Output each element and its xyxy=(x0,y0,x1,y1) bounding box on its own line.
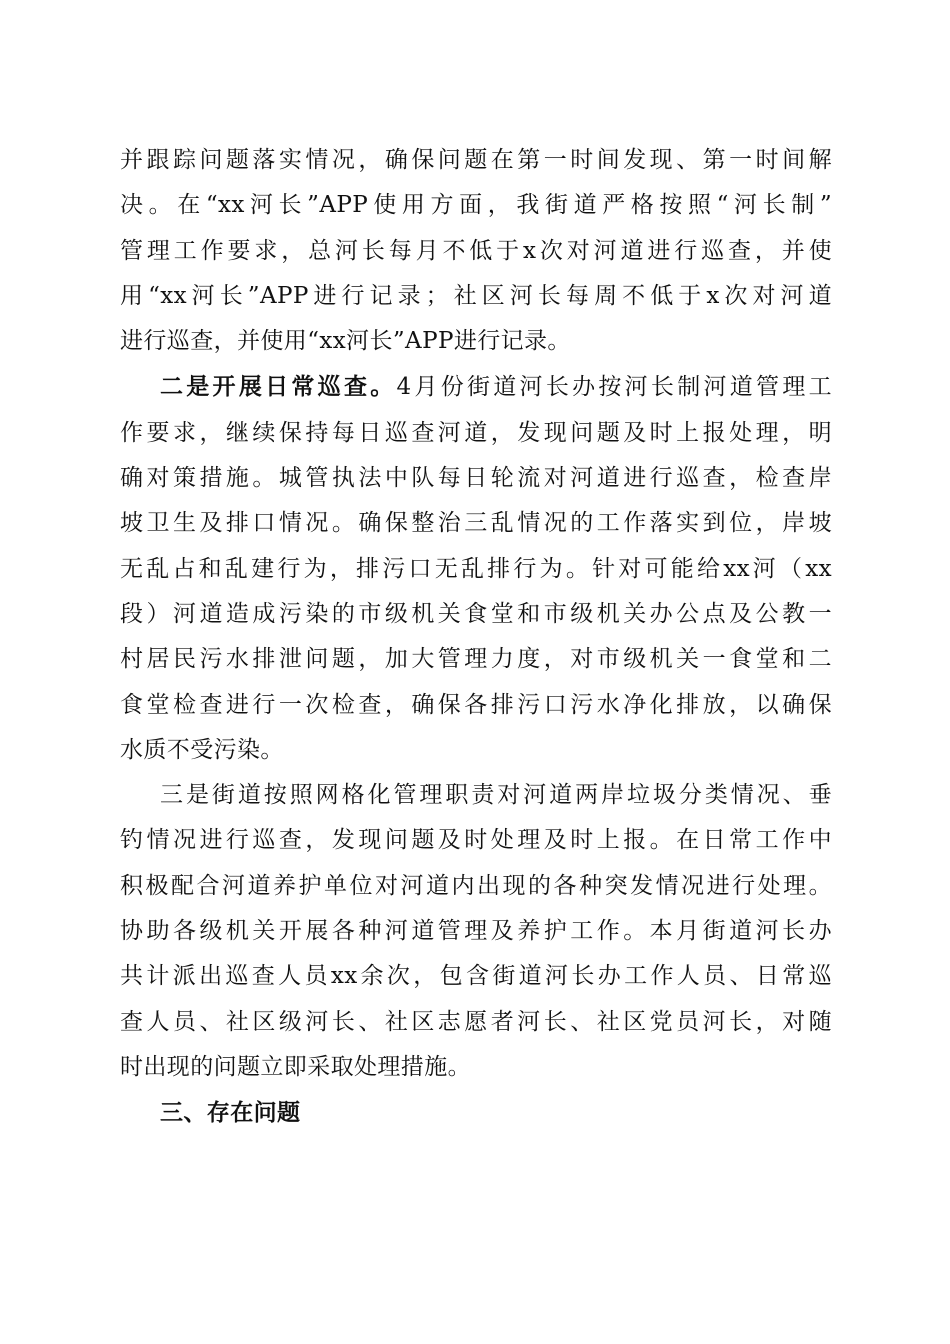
text-line: 食堂检查进行一次检查，确保各排污口污水净化排放，以确保 xyxy=(120,691,832,718)
text-line: 坡卫生及排口情况。确保整治三乱情况的工作落实到位，岸坡 xyxy=(120,510,832,537)
section-heading: 三、存在问题 xyxy=(160,1099,301,1127)
text-line xyxy=(120,364,832,410)
text-line: 三是街道按照网格化管理职责对河道两岸垃圾分类情况、垂 xyxy=(160,782,832,809)
text-line: 决。在“xx河长”APP使用方面，我街道严格按照“河长制” xyxy=(120,192,832,219)
text-line: 作要求，继续保持每日巡查河道，发现问题及时上报处理，明 xyxy=(120,419,832,446)
text-line: 村居民污水排泄问题，加大管理力度，对市级机关一食堂和二 xyxy=(120,646,832,673)
text-line: 无乱占和乱建行为，排污口无乱排行为。针对可能给xx河（xx xyxy=(120,555,832,582)
text-line: 积极配合河道养护单位对河道内出现的各种突发情况进行处理。 xyxy=(120,872,832,899)
text-line: 协助各级机关开展各种河道管理及养护工作。本月街道河长办 xyxy=(120,918,832,945)
text-line: 并跟踪问题落实情况，确保问题在第一时间发现、第一时间解 xyxy=(120,147,832,173)
paragraph-lead-bold: 二是开展日常巡查。 xyxy=(160,373,397,401)
text-line: 段）河道造成污染的市级机关食堂和市级机关办公点及公教一 xyxy=(120,600,832,627)
paragraph-2 xyxy=(120,364,832,773)
text-line: 确对策措施。城管执法中队每日轮流对河道进行巡查，检查岸 xyxy=(120,465,832,492)
text-line: 钓情况进行巡查，发现问题及时处理及时上报。在日常工作中 xyxy=(120,827,832,854)
paragraph-3 xyxy=(120,773,832,1090)
text-line: 水质不受污染。 xyxy=(120,736,284,763)
text-line: 共计派出巡查人员xx余次，包含街道河长办工作人员、日常巡 xyxy=(120,963,832,990)
paragraph-first-line-rest: 4月份街道河长办按河长制河道管理工 xyxy=(396,374,832,401)
paragraph-1 xyxy=(120,138,832,364)
text-line: 时出现的问题立即采取处理措施。 xyxy=(120,1053,471,1080)
text-line: 查人员、社区级河长、社区志愿者河长、社区党员河长，对随 xyxy=(120,1008,832,1035)
document-body xyxy=(120,138,832,1136)
text-line: 用“xx河长”APP进行记录；社区河长每周不低于x次对河道 xyxy=(120,282,832,309)
text-line: 进行巡查，并使用“xx河长”APP进行记录。 xyxy=(120,328,571,355)
text-line: 管理工作要求，总河长每月不低于x次对河道进行巡查，并使 xyxy=(120,237,832,264)
